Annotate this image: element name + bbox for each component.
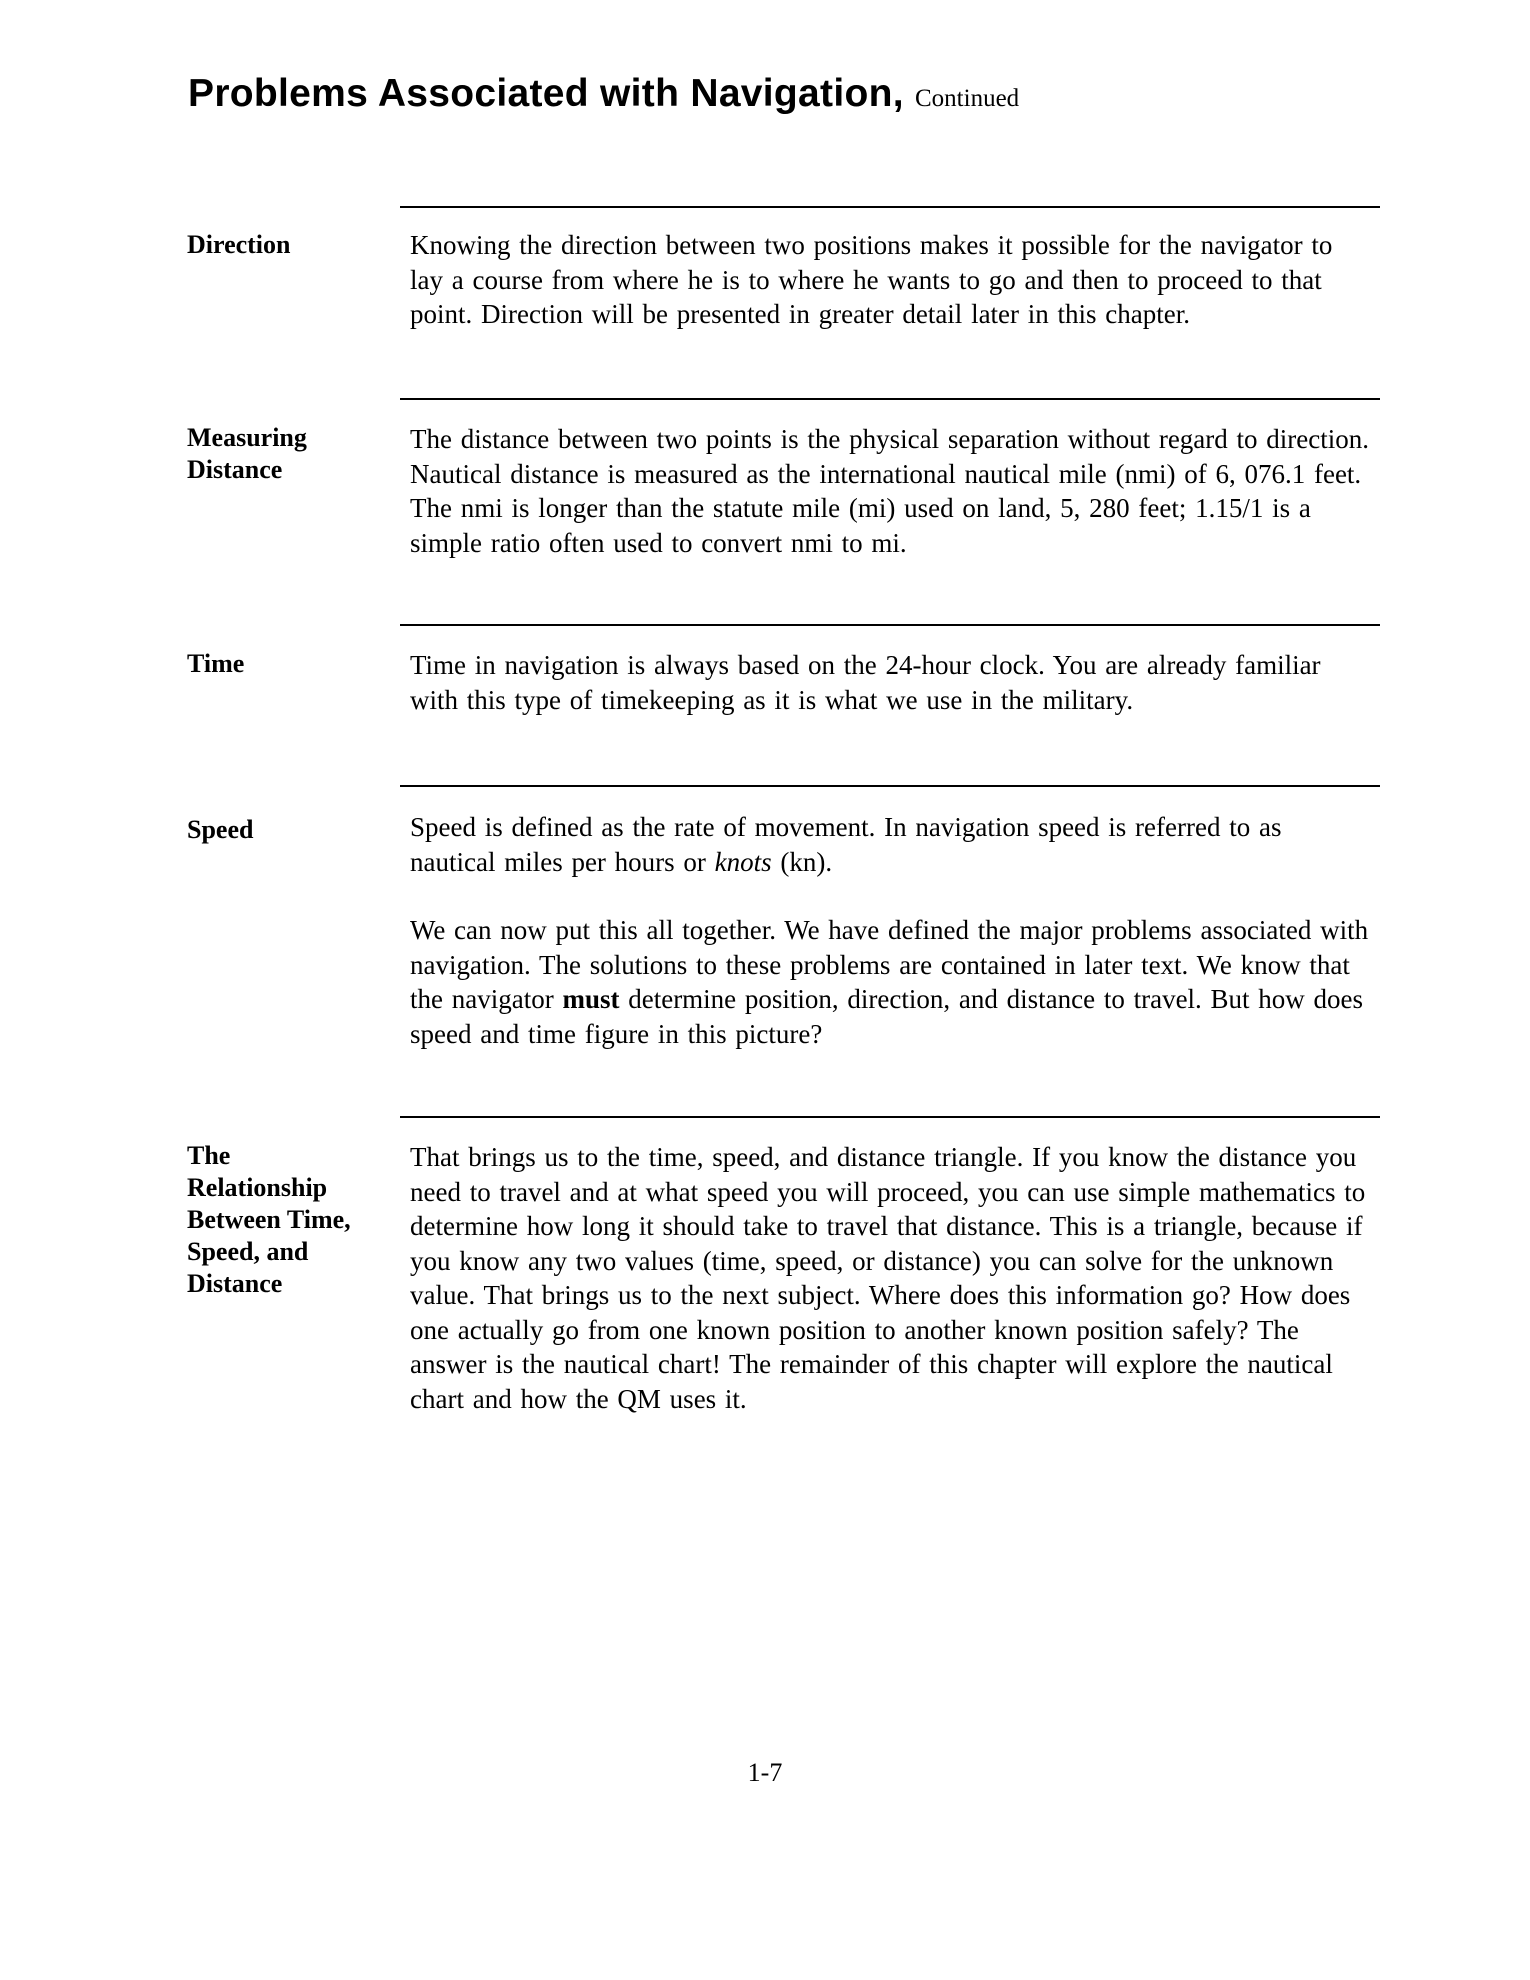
paragraph: Time in navigation is always based on the 24-hour clock. You are already familiar with this type of timekeeping as it is what we use in the military. <box>410 650 1321 715</box>
paragraph: Knowing the direction between two positions makes it possible for the navigator to lay a course from where he is to where he wants to go and then to proceed to that point. Direction will be presented in greater detail later in this chapter. <box>410 230 1333 329</box>
section-label-relationship <box>187 1140 387 1300</box>
section-body-speed <box>410 810 1370 1051</box>
continued-label: Continued <box>915 85 1020 112</box>
paragraph: The distance between two points is the physical separation without regard to direction. Nautical distance is measured as the international nautical mile (nmi) of 6, 076.1 feet. The nmi is longer than the statute mile (mi) used on land, 5, 280 feet; 1.15/1 is a simple ratio often used to convert nmi to mi. <box>410 424 1369 558</box>
section-body-relationship <box>410 1140 1370 1416</box>
section-divider <box>400 206 1380 208</box>
must-emphasis: must <box>562 984 620 1014</box>
label-line: Measuring <box>187 423 307 452</box>
page-title-text: Problems Associated with Navigation, <box>188 72 904 115</box>
section-divider <box>400 398 1380 400</box>
label-line: Between Time, <box>187 1205 351 1234</box>
section-body-time <box>410 648 1370 717</box>
section-label-speed: Speed <box>187 815 254 844</box>
paragraph: That brings us to the time, speed, and distance triangle. If you know the distance you need to travel and at what speed you will proceed, you can use simple mathematics to determine how long it should take to travel that distance. This is a triangle, because if you know any two values (time, speed, or distance) you can solve for the unknown value. That brings us to the next subject. Where does this information go? How does one actually go from one known position to another known position safely? The answer is the nautical chart! The remainder of this chapter will explore the nautical chart and how the QM uses it. <box>410 1142 1366 1414</box>
section-body-measuring-distance <box>410 422 1370 560</box>
label-line: Relationship <box>187 1173 328 1202</box>
page-title <box>188 72 1019 116</box>
paragraph: Speed is defined as the rate of movement. In navigation speed is referred to as nautical miles per hours or knots (kn). <box>410 812 1282 877</box>
label-line: Distance <box>187 1269 283 1298</box>
paragraph: We can now put this all together. We have defined the major problems associated with navigation. The solutions to these problems are contained in later text. We know that the navigator must determine position, direction, and distance to travel. But how does speed and time figure in this picture? <box>410 915 1369 1049</box>
page-number: 1-7 <box>747 1758 783 1787</box>
label-line: Speed, and <box>187 1237 309 1266</box>
section-label-measuring-distance <box>187 422 387 486</box>
section-divider <box>400 1116 1380 1118</box>
section-divider <box>400 785 1380 787</box>
section-body-direction <box>410 228 1370 332</box>
knots-term: knots <box>714 846 772 877</box>
section-label-direction: Direction <box>187 230 291 259</box>
section-label-time: Time <box>187 649 245 678</box>
label-line: Distance <box>187 455 283 484</box>
label-line: The <box>187 1141 231 1170</box>
section-divider <box>400 624 1380 626</box>
